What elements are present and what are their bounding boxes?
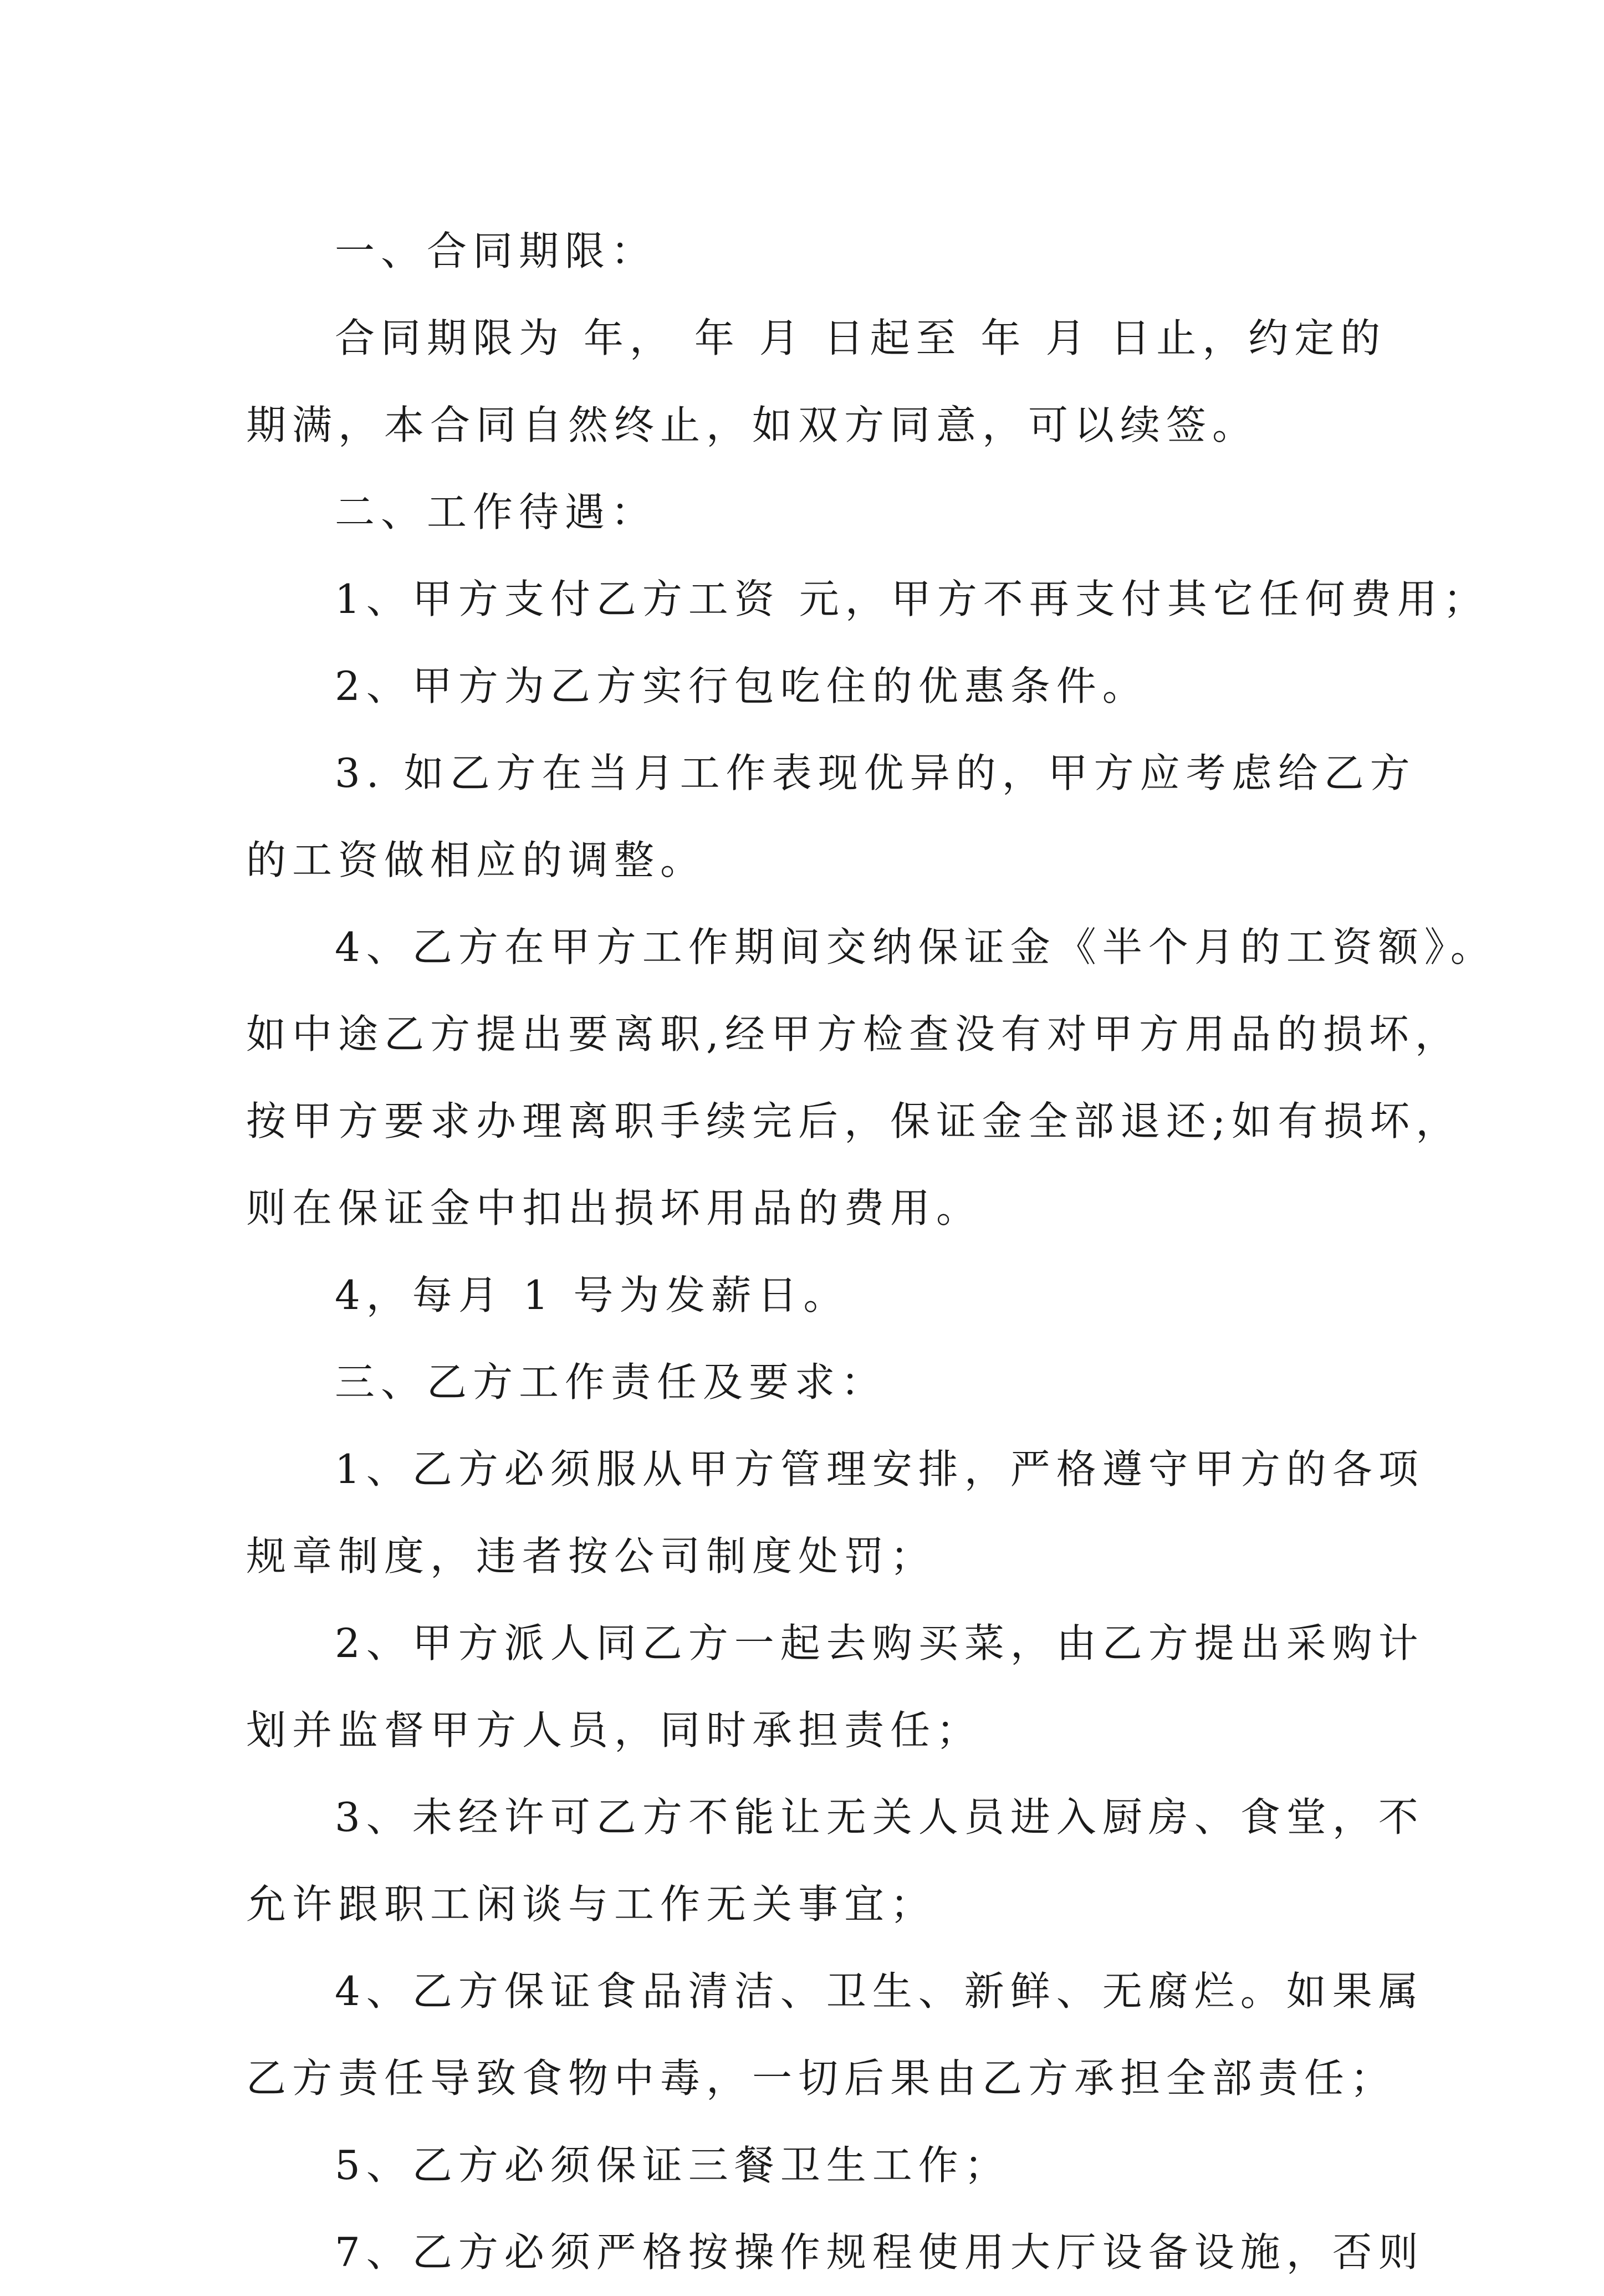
paragraph-line: 如中途乙方提出要离职,经甲方检查没有对甲方用品的损坏，	[246, 1011, 1461, 1057]
paragraph-line: 5、乙方必须保证三餐卫生工作；	[335, 2142, 1010, 2188]
paragraph-line: 3、未经许可乙方不能让无关人员进入厨房、食堂，不	[335, 1794, 1424, 1840]
paragraph-line: 4，每月 1 号为发薪日。	[335, 1272, 850, 1318]
paragraph-line: 则在保证金中扣出损坏用品的费用。	[246, 1185, 983, 1231]
section-heading-responsibilities: 三、乙方工作责任及要求：	[335, 1359, 887, 1405]
document-body	[246, 208, 1496, 2296]
paragraph-line: 乙方责任导致食物中毒，一切后果由乙方承担全部责任；	[246, 2055, 1397, 2101]
paragraph-line: 按甲方要求办理离职手续完后，保证金全部退还;如有损坏，	[246, 1098, 1462, 1144]
section-heading-compensation: 二、工作待遇：	[335, 489, 657, 535]
paragraph-line: 允许跟职工闲谈与工作无关事宜；	[246, 1881, 937, 1927]
paragraph-line: 3. 如乙方在当月工作表现优异的，甲方应考虑给乙方	[335, 750, 1416, 796]
paragraph-line: 4、乙方保证食品清洁、卫生、新鲜、无腐烂。如果属	[335, 1968, 1424, 2014]
paragraph-line: 1、乙方必须服从甲方管理安排，严格遵守甲方的各项	[335, 1446, 1424, 1492]
paragraph-line: 期满，本合同自然终止，如双方同意，可以续签。	[246, 402, 1259, 448]
paragraph-line: 2、甲方派人同乙方一起去购买菜，由乙方提出采购计	[335, 1620, 1424, 1666]
paragraph-line: 2、甲方为乙方实行包吃住的优惠条件。	[335, 663, 1148, 709]
paragraph-line: 合同期限为 年， 年 月 日起至 年 月 日止，约定的	[335, 315, 1387, 361]
paragraph-line: 4、乙方在甲方工作期间交纳保证金《半个月的工资额》。	[335, 924, 1496, 970]
section-heading-contract-term: 一、合同期限：	[335, 228, 657, 274]
paragraph-line: 的工资做相应的调整。	[246, 837, 707, 883]
paragraph-line: 7、乙方必须严格按操作规程使用大厅设备设施，否则	[335, 2229, 1424, 2275]
paragraph-line: 1、甲方支付乙方工资 元，甲方不再支付其它任何费用；	[335, 576, 1489, 622]
paragraph-line: 划并监督甲方人员，同时承担责任；	[246, 1707, 983, 1753]
paragraph-line: 规章制度，违者按公司制度处罚；	[246, 1533, 937, 1579]
